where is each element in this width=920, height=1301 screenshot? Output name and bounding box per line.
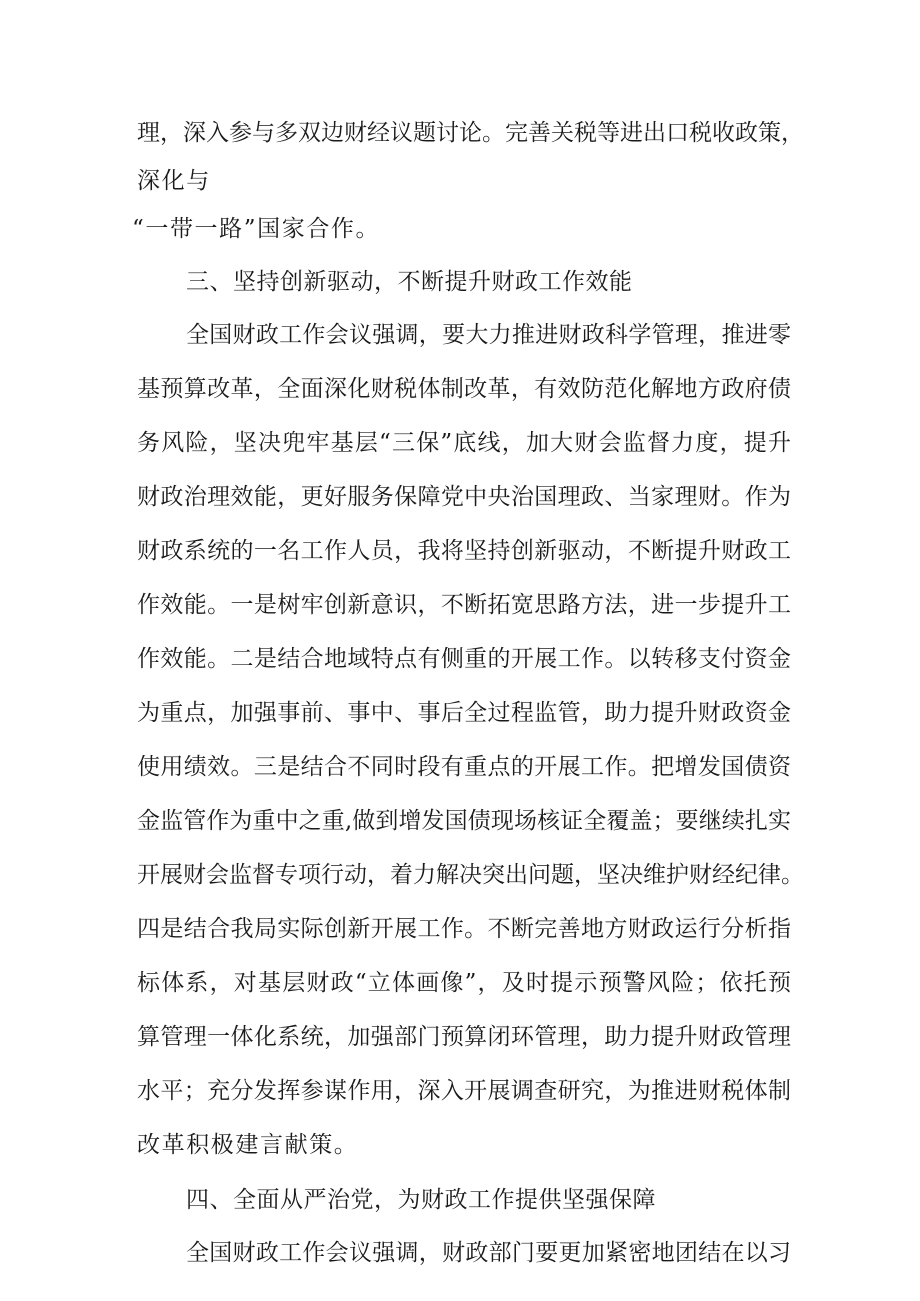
section-heading-4: 四、全面从严治党，为财政工作提供坚强保障: [186, 1187, 656, 1213]
paragraph-line: 水平；充分发挥参谋作用，深入开展调查研究，为推进财税体制: [137, 1078, 791, 1104]
paragraph-line: 深化与: [137, 168, 211, 194]
section-heading-3: 三、坚持创新驱动，不断提升财政工作效能: [186, 269, 633, 295]
paragraph-line: 为重点，加强事前、事中、事后全过程监管，助力提升财政资金: [137, 700, 791, 726]
paragraph-line: 财政治理效能，更好服务保障党中央治国理政、当家理财。作为: [137, 484, 791, 510]
paragraph-line: 四是结合我局实际创新开展工作。不断完善地方财政运行分析指: [137, 916, 791, 942]
paragraph-line: 基预算改革，全面深化财税体制改革，有效防范化解地方政府债: [137, 376, 791, 402]
paragraph-line: 全国财政工作会议强调，财政部门要更加紧密地团结在以习: [186, 1240, 791, 1266]
paragraph-line: 金监管作为重中之重,做到增发国债现场核证全覆盖；要继续扎实: [137, 808, 791, 834]
paragraph-line: 理，深入参与多双边财经议题讨论。完善关税等进出口税收政策，: [137, 120, 804, 146]
paragraph-line: 标体系，对基层财政“立体画像”，及时提示预警风险；依托预: [137, 970, 791, 996]
paragraph-line: 作效能。二是结合地域特点有侧重的开展工作。以转移支付资金: [137, 646, 791, 672]
paragraph-line: 算管理一体化系统，加强部门预算闭环管理，助力提升财政管理: [137, 1024, 791, 1050]
paragraph-line: 全国财政工作会议强调，要大力推进财政科学管理，推进零: [186, 322, 791, 348]
paragraph-line: 作效能。一是树牢创新意识，不断拓宽思路方法，进一步提升工: [137, 592, 791, 618]
paragraph-line: 财政系统的一名工作人员，我将坚持创新驱动，不断提升财政工: [137, 538, 791, 564]
paragraph-line: 开展财会监督专项行动，着力解决突出问题，坚决维护财经纪律。: [137, 862, 804, 888]
paragraph-line: 改革积极建言献策。: [137, 1132, 359, 1158]
paragraph-line: 使用绩效。三是结合不同时段有重点的开展工作。把增发国债资: [137, 754, 791, 780]
paragraph-line: 务风险，坚决兜牢基层“三保”底线，加大财会监督力度，提升: [137, 430, 791, 456]
paragraph-line: “一带一路”国家合作。: [132, 216, 381, 242]
